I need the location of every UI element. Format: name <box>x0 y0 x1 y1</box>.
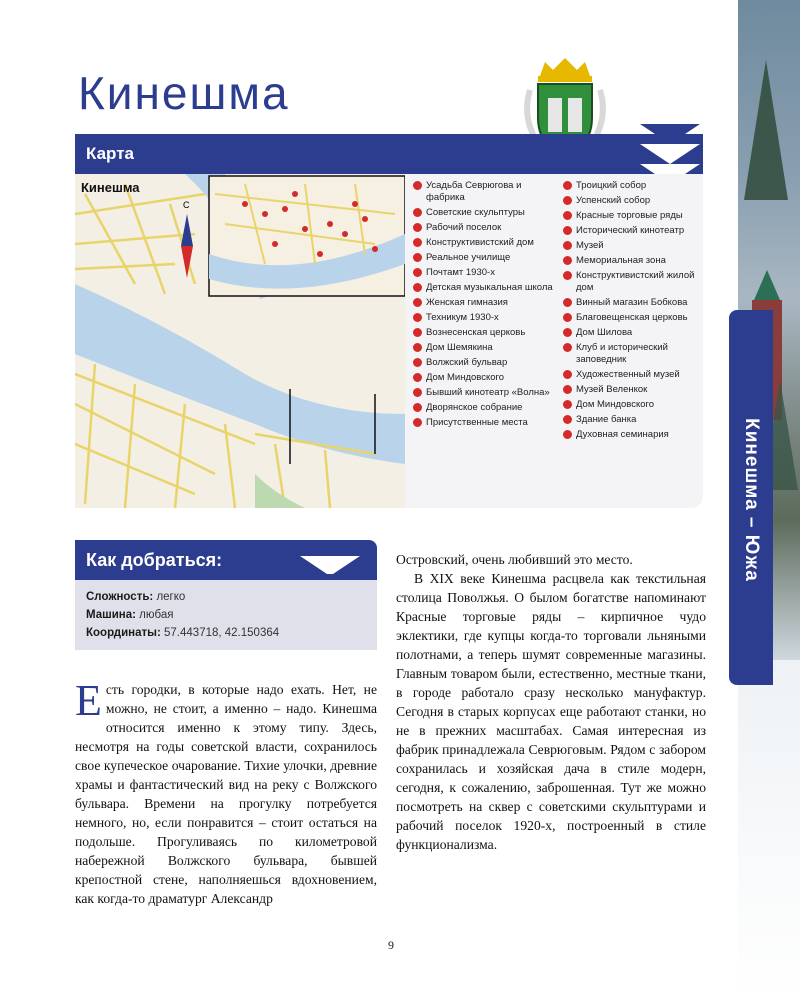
map-marker-icon <box>413 328 422 337</box>
chevron-down-icon <box>640 124 700 144</box>
map-header-label: Карта <box>86 144 134 163</box>
legend-label: Музей Веленкок <box>576 384 648 395</box>
legend-item <box>563 369 703 381</box>
map-marker-icon <box>413 418 422 427</box>
map-marker-icon <box>563 400 572 409</box>
legend-item <box>413 417 553 429</box>
page-number: 9 <box>388 938 394 952</box>
legend-item <box>413 237 553 249</box>
article-paragraph: В XIX веке Кинешма расцвела как текстильная столица Поволжья. О былом богатстве напоминают Красные торговые ряды – кирпичное чудо эклектики, где купцы когда-то торговали льняными полотнами, а теперь шумят современные магазины. Главным товаром были, естественно, местные ткани, в городе работало сразу несколько мануфактур. Сегодня в старых корпусах еще работают станки, но не в прежних масштабах. Самая интересная из фабрик принадлежала Севрюговым. Рядом с забором сохранилась и хозяйская дача в стиле модерн, сегодня, к сожалению, заброшенная. Тут же можно посмотреть на сквер с советскими скульптурами и рабочий поселок 1920-х, построенный в стиле функционализма. <box>396 571 706 852</box>
map-marker-icon <box>563 256 572 265</box>
legend-label: Рабочий поселок <box>426 222 502 233</box>
vehicle-row <box>86 606 366 624</box>
map-marker-icon <box>563 226 572 235</box>
map-marker-icon <box>413 238 422 247</box>
legend-label: Клуб и исторический заповедник <box>576 342 668 365</box>
map-marker-icon <box>413 223 422 232</box>
article-paragraph: Островский, очень любивший это место. <box>396 552 633 567</box>
map-marker-icon <box>413 313 422 322</box>
legend-item <box>563 297 703 309</box>
difficulty-row <box>86 588 366 606</box>
legend-label: Здание банка <box>576 414 637 425</box>
legend-item <box>563 255 703 267</box>
city-map <box>75 174 405 508</box>
map-marker-icon <box>413 208 422 217</box>
map-marker-icon <box>563 415 572 424</box>
drop-cap: Е <box>75 676 102 725</box>
legend-item <box>413 387 553 399</box>
legend-item <box>413 180 553 204</box>
legend-label: Техникум 1930-х <box>426 312 499 323</box>
compass-label: С <box>183 200 190 210</box>
map-marker-icon <box>563 211 572 220</box>
legend-item <box>413 207 553 219</box>
map-marker-icon <box>413 373 422 382</box>
legend-label: Исторический кинотеатр <box>576 225 685 236</box>
legend-item <box>413 267 553 279</box>
legend-label: Красные торговые ряды <box>576 210 683 221</box>
legend-label: Вознесенская церковь <box>426 327 526 338</box>
legend-item <box>413 282 553 294</box>
legend-item <box>413 357 553 369</box>
legend-item <box>563 312 703 324</box>
legend-label: Конструктивистский дом <box>426 237 534 248</box>
legend-label: Реальное училище <box>426 252 511 263</box>
tree-shape <box>744 60 788 200</box>
map-marker-icon <box>413 358 422 367</box>
map-marker-icon <box>413 388 422 397</box>
legend-item <box>563 399 703 411</box>
coords-row <box>86 624 366 642</box>
map-marker-icon <box>563 298 572 307</box>
map-marker-icon <box>563 313 572 322</box>
snow <box>738 660 800 1000</box>
legend-label: Дом Шемякина <box>426 342 493 353</box>
legend-item <box>413 312 553 324</box>
legend-item <box>413 252 553 264</box>
legend-item <box>563 342 703 366</box>
vehicle-label: Машина: <box>86 609 136 621</box>
legend-label: Дом Шилова <box>576 327 633 338</box>
legend-item <box>563 429 703 441</box>
article-column-2 <box>396 550 706 854</box>
map-marker-icon <box>413 268 422 277</box>
legend-item <box>563 384 703 396</box>
legend-item <box>563 327 703 339</box>
legend-item <box>413 297 553 309</box>
article-text: сть городки, в которые надо ехать. Нет, не можно, не стоит, а именно – надо. Кинешма относится именно к этому типу. Здесь, несмотря на годы советской власти, сохранилось свое купеческое очарование. Тихие улочки, древние храмы и фантастический вид на реку с Волжского бульвара. Времени на прогулку потребуется немного, но, если понравится – стоит остаться на подольше. Прогуливаясь по километровой набережной Волжского бульвара, бывшей крепостной стене, наполняешься вдохновением, как когда-то драматург Александр <box>75 682 377 906</box>
legend-label: Дворянское собрание <box>426 402 523 413</box>
legend-item <box>413 402 553 414</box>
legend-label: Конструктивистский жилой дом <box>576 270 695 293</box>
legend-label: Почтамт 1930-х <box>426 267 495 278</box>
legend-label: Женская гимназия <box>426 297 508 308</box>
map-marker-icon <box>563 385 572 394</box>
legend-label: Музей <box>576 240 604 251</box>
vehicle-value: любая <box>139 609 174 621</box>
legend-item <box>563 270 703 294</box>
map-marker-icon <box>413 343 422 352</box>
legend-item <box>563 414 703 426</box>
legend-item <box>413 327 553 339</box>
map-marker-icon <box>413 403 422 412</box>
legend-label: Успенский собор <box>576 195 651 206</box>
difficulty-label: Сложность: <box>86 591 154 603</box>
article-column-1 <box>75 676 377 908</box>
legend-label: Бывший кинотеатр «Волна» <box>426 387 550 398</box>
map-marker-icon <box>413 298 422 307</box>
legend-item <box>413 222 553 234</box>
legend-label: Волжский бульвар <box>426 357 508 368</box>
legend-column-1 <box>413 180 553 432</box>
how-to-get-label: Как добраться: <box>86 550 223 570</box>
legend-item <box>413 372 553 384</box>
legend-label: Детская музыкальная школа <box>426 282 553 293</box>
map-block <box>75 174 703 508</box>
legend-column-2 <box>563 180 703 444</box>
chevron-down-icon <box>640 144 700 164</box>
legend-label: Усадьба Севрюгова и фабрика <box>426 180 522 203</box>
map-legend <box>405 180 703 506</box>
legend-item <box>413 342 553 354</box>
map-marker-icon <box>413 283 422 292</box>
legend-item <box>563 210 703 222</box>
map-marker-icon <box>413 181 422 190</box>
legend-label: Советские скульптуры <box>426 207 525 218</box>
map-marker-icon <box>563 181 572 190</box>
map-marker-icon <box>413 253 422 262</box>
map-marker-icon <box>563 430 572 439</box>
chevron-down-icon <box>300 556 360 576</box>
page-title: Кинешма <box>78 67 290 119</box>
legend-label: Благовещенская церковь <box>576 312 688 323</box>
legend-label: Троицкий собор <box>576 180 647 191</box>
coords-label: Координаты: <box>86 627 161 639</box>
legend-label: Духовная семинария <box>576 429 669 440</box>
legend-label: Дом Миндовского <box>426 372 505 383</box>
legend-item <box>563 225 703 237</box>
legend-label: Дом Миндовского <box>576 399 655 410</box>
travel-info-box <box>75 580 377 650</box>
map-marker-icon <box>563 328 572 337</box>
coords-value: 57.443718, 42.150364 <box>164 627 280 639</box>
legend-item <box>563 180 703 192</box>
map-marker-icon <box>563 370 572 379</box>
legend-label: Винный магазин Бобкова <box>576 297 688 308</box>
map-marker-icon <box>563 343 572 352</box>
map-header <box>75 134 703 174</box>
difficulty-value: легко <box>156 591 186 603</box>
map-marker-icon <box>563 241 572 250</box>
map-label: Кинешма <box>81 180 140 195</box>
legend-label: Художественный музей <box>576 369 680 380</box>
legend-label: Присутственные места <box>426 417 528 428</box>
map-marker-icon <box>563 196 572 205</box>
side-tab <box>729 310 773 685</box>
legend-label: Мемориальная зона <box>576 255 666 266</box>
legend-item <box>563 195 703 207</box>
legend-item <box>563 240 703 252</box>
side-tab-label: Кинешма – Южа <box>741 418 762 582</box>
map-marker-icon <box>563 271 572 280</box>
